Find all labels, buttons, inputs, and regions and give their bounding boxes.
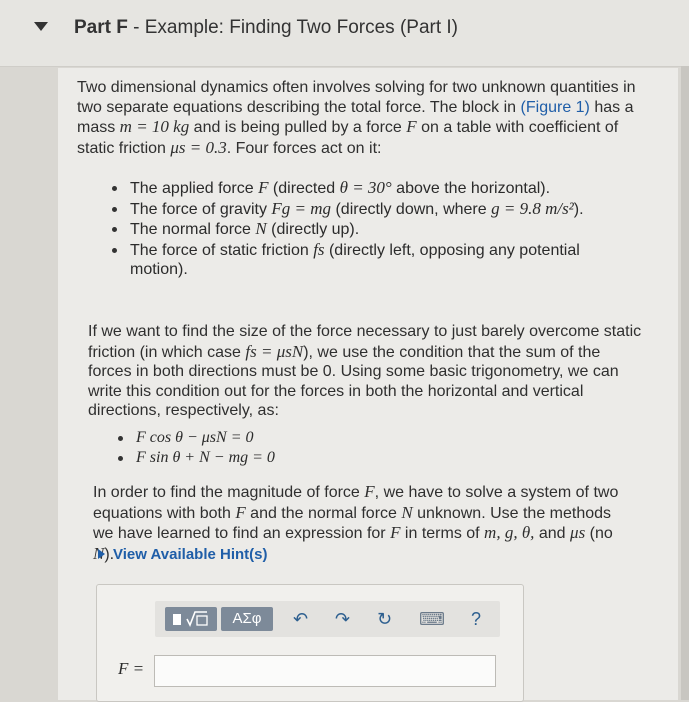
- intro-paragraph: [77, 78, 647, 158]
- force-math: F: [258, 178, 269, 197]
- para3-math: μs: [570, 523, 586, 542]
- force-text: The normal force: [130, 221, 256, 238]
- force-math: Fg = mg: [271, 198, 332, 218]
- mass-equation: m = 10 kg: [119, 117, 190, 136]
- para3-math: N: [93, 543, 105, 563]
- list-item: F sin θ + N − mg = 0: [118, 448, 418, 468]
- redo-icon[interactable]: ↷: [335, 609, 351, 629]
- para3-text: in terms of: [400, 525, 485, 542]
- condition-paragraph: [88, 322, 643, 421]
- para3-math: F: [364, 482, 375, 501]
- force-text: The applied force: [130, 180, 259, 197]
- para3-math: F: [235, 502, 246, 522]
- intro-text-1: Two dimensional dynamics often involves solving for two unknown quantities in two separate equations describing the total force. The block in: [77, 79, 636, 116]
- part-label: Part F: [74, 17, 128, 38]
- expand-caret-icon: [98, 549, 105, 559]
- force-math: fs: [313, 239, 325, 259]
- reset-icon[interactable]: ↻: [377, 609, 393, 629]
- right-edge: [681, 66, 689, 700]
- templates-button[interactable]: [165, 607, 217, 631]
- para3-text: and: [534, 525, 571, 542]
- equations-list: [118, 428, 418, 467]
- list-item: [112, 219, 592, 240]
- undo-icon[interactable]: ↶: [293, 609, 309, 629]
- list-item: F cos θ − μsN = 0: [118, 428, 418, 448]
- force-text: The force of gravity: [130, 200, 272, 218]
- para3-math: N: [401, 502, 413, 522]
- forces-list: [112, 178, 592, 280]
- force-text: above the horizontal).: [391, 180, 551, 197]
- greek-symbols-button[interactable]: ΑΣφ: [221, 607, 273, 631]
- para3-text: (no: [585, 525, 613, 542]
- math-toolbar: [155, 601, 500, 637]
- force-math: N: [255, 219, 267, 238]
- answer-label: F =: [118, 659, 145, 678]
- force-math: θ = 30°: [339, 178, 392, 197]
- keyboard-icon[interactable]: ⌨: [419, 609, 445, 629]
- title-separator: -: [127, 17, 145, 38]
- para3-text: In order to find the magnitude of force: [93, 484, 365, 501]
- para3-text: unknown. Use the methods we have learned to find an expression for: [93, 504, 612, 542]
- collapse-caret-icon[interactable]: [34, 22, 48, 31]
- part-header[interactable]: [0, 0, 689, 67]
- list-item: [112, 199, 592, 220]
- force-symbol: F: [406, 117, 417, 136]
- figure-link[interactable]: (Figure 1): [520, 98, 590, 116]
- friction-condition: fs = μsN: [245, 341, 304, 361]
- list-item: [112, 178, 592, 199]
- hint-label: View Available Hint(s): [113, 546, 268, 563]
- para3-math: m, g, θ,: [484, 523, 535, 542]
- friction-coefficient: μs = 0.3: [170, 137, 227, 157]
- para2-text-2: ), we use the condition that the sum of the forces in both directions must be 0. Using some basic trigonometry, we can write this condition out for the forces in both the horizontal and vertical directions, respectively, as:: [88, 343, 619, 419]
- para2-text-1: If we want to find the size of the force necessary to just barely overcome static friction (in which case: [88, 323, 642, 361]
- part-title-text: Example: Finding Two Forces (Part I): [144, 17, 459, 38]
- para3-text: , we have to solve a system of two equations with both: [93, 484, 619, 522]
- view-hints-link[interactable]: [98, 546, 268, 563]
- intro-text-3: and is being pulled by a force: [189, 119, 407, 136]
- force-text: The force of static friction: [130, 241, 314, 259]
- force-text: (directly left, opposing any potential motion).: [130, 241, 580, 278]
- intro-text-5: . Four forces act on it:: [226, 139, 382, 157]
- force-text: (directly down, where: [331, 200, 492, 218]
- para3-text: ).: [104, 545, 115, 563]
- intro-text-4: on a table with coefficient of static friction: [77, 119, 619, 157]
- list-item: [112, 240, 592, 280]
- answer-input[interactable]: [154, 655, 496, 687]
- para3-math: F: [390, 523, 401, 542]
- force-text: ).: [573, 200, 584, 218]
- force-text: (directly up).: [266, 221, 360, 238]
- part-title: [74, 17, 458, 39]
- templates-icon: [165, 607, 217, 631]
- para3-text: and the normal force: [245, 504, 402, 522]
- intro-text-2: has a mass: [77, 98, 634, 136]
- help-icon[interactable]: ?: [471, 609, 482, 629]
- force-text: (directed: [268, 180, 340, 197]
- force-math: g = 9.8 m/s²: [491, 198, 574, 218]
